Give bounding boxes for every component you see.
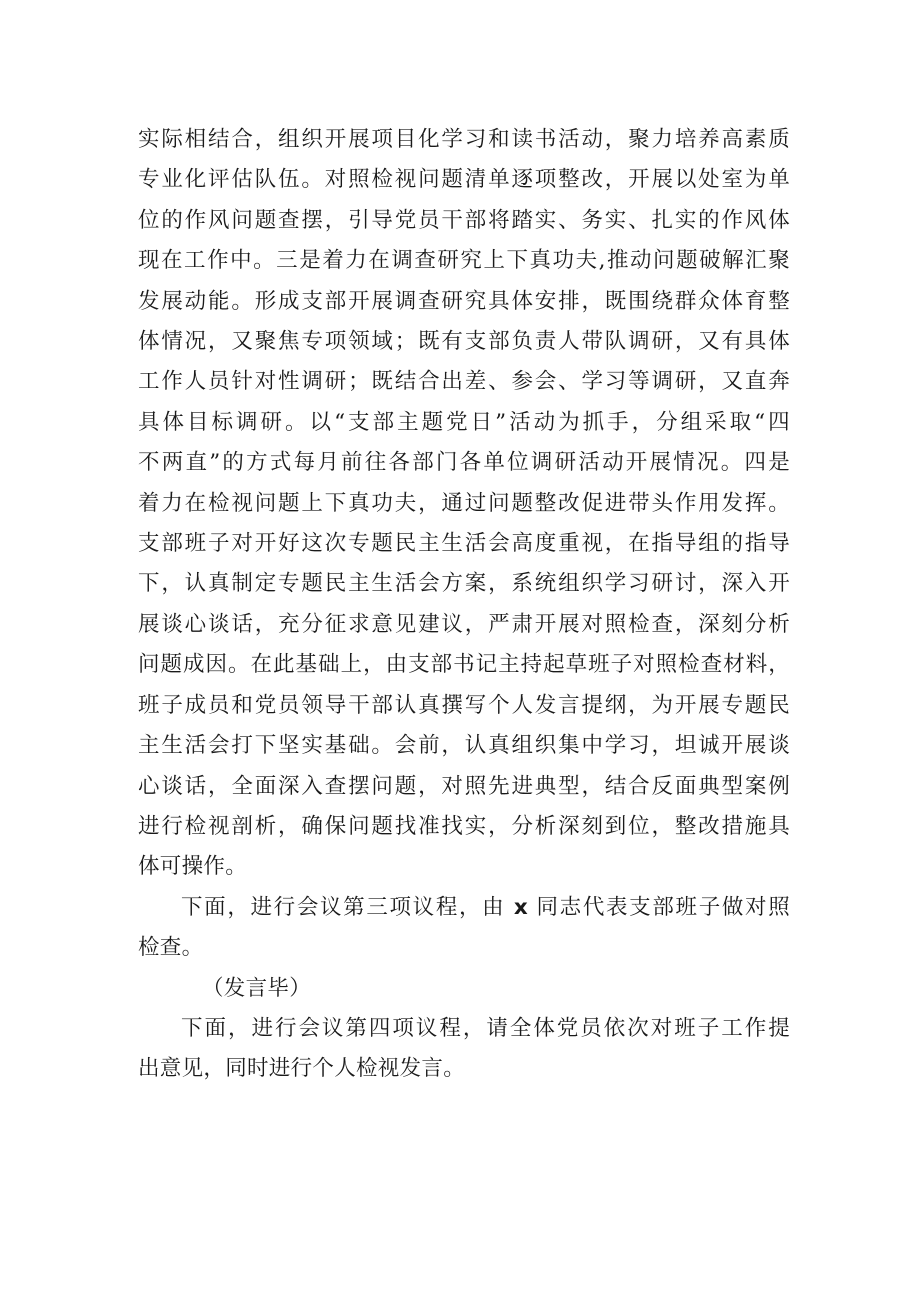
- document-body: [138, 120, 790, 1090]
- text-line: 体可操作。: [138, 854, 248, 880]
- paragraph-agenda-item-four: [138, 1009, 790, 1090]
- text-line: 展谈心谈话，充分征求意见建议，严肃开展对照检查，深刻分析: [138, 611, 790, 637]
- text-line: 下面，进行会议第四项议程，请全体党员依次对班子工作提: [181, 1015, 790, 1041]
- text-line: 现在工作中。三是着力在调查研究上下真功夫,推动问题破解汇聚: [138, 248, 790, 274]
- text-line: 班子成员和党员领导干部认真撰写个人发言提纲，为开展专题民: [138, 692, 790, 718]
- agenda-three-prefix: 下面，进行会议第三项议程，由: [181, 894, 514, 920]
- text-line: 不两直”的方式每月前往各部门各单位调研活动开展情况。四是: [138, 450, 790, 476]
- agenda-three-suffix: 同志代表支部班子做对照: [528, 894, 790, 920]
- text-line: 问题成因。在此基础上，由支部书记主持起草班子对照检查材料，: [138, 652, 790, 678]
- paragraph-study-and-research: [138, 120, 790, 888]
- text-line: 位的作风问题查摆，引导党员干部将踏实、务实、扎实的作风体: [138, 207, 790, 233]
- text-line: 工作人员针对性调研；既结合出差、参会、学习等调研，又直奔: [138, 369, 790, 395]
- text-line: 进行检视剖析，确保问题找准找实，分析深刻到位，整改措施具: [138, 813, 790, 839]
- text-line: 心谈话，全面深入查摆问题，对照先进典型，结合反面典型案例: [138, 773, 790, 799]
- text-line: 专业化评估队伍。对照检视问题清单逐项整改，开展以处室为单: [138, 167, 790, 193]
- text-line: 具体目标调研。以“支部主题党日”活动为抓手，分组采取“四: [138, 409, 790, 435]
- text-line: 主生活会打下坚实基础。会前，认真组织集中学习，坦诚开展谈: [138, 733, 790, 759]
- text-line: 着力在检视问题上下真功夫，通过问题整改促进带头作用发挥。: [138, 490, 790, 516]
- speech-ended-note: （发言毕）: [202, 975, 312, 1001]
- text-line: [138, 888, 790, 928]
- text-line: 实际相结合，组织开展项目化学习和读书活动，聚力培养高素质: [138, 127, 790, 152]
- text-line: 下，认真制定专题民主生活会方案，系统组织学习研讨，深入开: [138, 571, 790, 597]
- text-line: 发展动能。形成支部开展调查研究具体安排，既围绕群众体育整: [138, 288, 790, 314]
- text-line: 出意见，同时进行个人检视发言。: [138, 1056, 466, 1082]
- text-line: 支部班子对开好这次专题民主生活会高度重视，在指导组的指导: [138, 531, 790, 557]
- paragraph-speech-ended: [138, 969, 790, 1009]
- text-line: 检查。: [138, 935, 204, 961]
- paragraph-agenda-item-three: [138, 888, 790, 969]
- text-line: 体情况，又聚焦专项领域；既有支部负责人带队调研，又有具体: [138, 329, 790, 355]
- comrade-placeholder: x: [513, 894, 529, 920]
